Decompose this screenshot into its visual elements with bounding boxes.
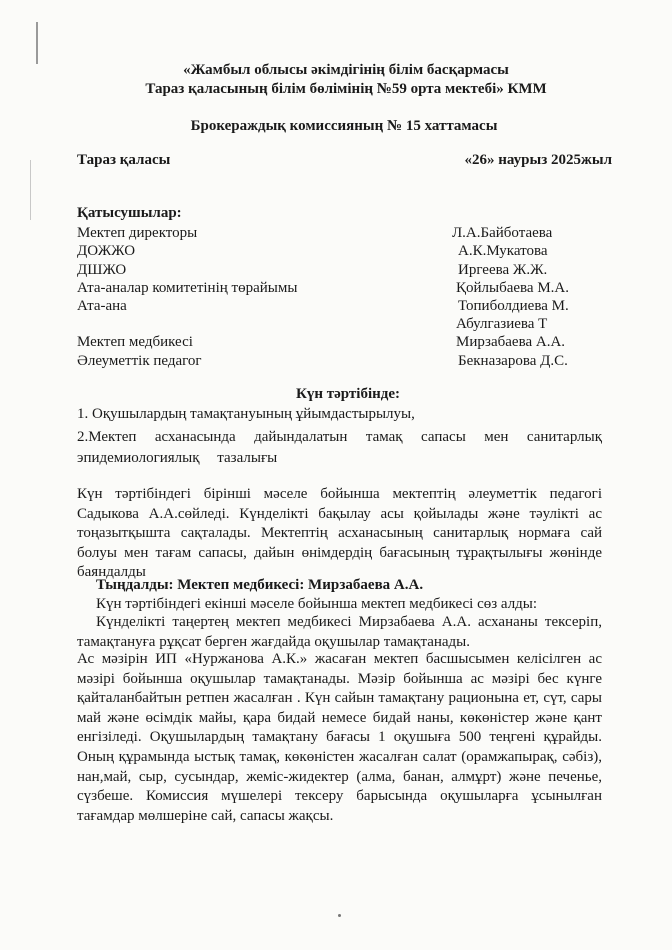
participant-role: ДШЖО (77, 262, 127, 278)
participant-name: Қойлыбаева М.А. (456, 280, 570, 296)
participant-row (77, 297, 597, 315)
paragraph-first-issue: Күн тәртібіндегі бірінші мәселе бойынша мектептің әлеуметтік педагогі Садыкова А.А.сөйледі. Күнделікті бақылау асы қойылады және тәулікті ас тоңазытқышта сақталады. Мектептің асханасының санитарлық нормаға сай болуы мен тағам сапасы, дайын өнімдердің бағасының тұрақтылығы жөнінде баяндалды (77, 486, 602, 581)
participant-role: Мектеп директоры (77, 225, 198, 241)
participant-role: Мектеп медбикесі (77, 334, 193, 350)
agenda-item-2: 2.Мектеп асханасында дайындалатын тамақ сапасы мен санитарлық эпидемиологиялық тазалығы (77, 429, 602, 466)
participants-heading: Қатысушылар: (77, 205, 182, 221)
participant-role: ДОЖЖО (77, 243, 136, 259)
protocol-title: Брокераждық комиссияның № 15 хаттамасы (190, 118, 498, 134)
scan-edge-mark (30, 160, 31, 220)
date-label: «26» наурыз 2025жыл (464, 152, 612, 168)
scan-edge-mark (36, 22, 38, 64)
participant-name: Топиболдиева М. (458, 298, 569, 314)
participant-row (77, 224, 597, 242)
participant-row (77, 242, 597, 260)
place-label: Тараз қаласы (77, 152, 171, 168)
participant-row (77, 261, 597, 279)
participant-name: Бекназарова Д.С. (458, 353, 568, 369)
agenda-title: Күн тәртібінде: (295, 386, 401, 402)
scan-speck (338, 914, 341, 917)
header-organization: «Жамбыл облысы әкімдігінің білім басқармасы (183, 62, 509, 78)
paragraph-menu: Ас мәзірін ИП «Нуржанова А.К.» жасаған мектеп басшысымен келісілген ас мәзірі бойынша оқушылар тамақтанады. Мәзір бойынша ас мәзірі бес күнге қайталанбайтын ретпен жасалған . Күн сайын тамақтану рационына ет, сүт, сары май және өсімдік майы, қара бидай немесе бидай наны, көкөністер және қант енгізіледі. Оқушылардың тамақтану бағасы 1 оқушыға 500 теңгені құрайды. Оның құрамында ыстық тамақ, көкөністен жасалған салат (орамжапырақ, сәбіз), нан,май, сыр, сусындар, жеміс-жидектер (алма, банан, алмұрт) және печенье, сүзбеше. Комиссия мүшелері тексеру барысында оқушыларға ұсынылған тағамдар мөлшеріне сай, сапасы жақсы. (77, 651, 602, 824)
paragraph-second-issue: Күн тәртібіндегі екінші мәселе бойынша мектеп медбикесі сөз алды: (96, 596, 538, 612)
participant-row (77, 352, 597, 370)
participant-row (77, 279, 597, 297)
participant-role: Ата-ана (77, 298, 127, 314)
listened-heading: Тыңдалды: Мектеп медбикесі: Мирзабаева А.А. (96, 577, 424, 593)
agenda-item-1: 1. Оқушылардың тамақтануының ұйымдастырылуы, (77, 406, 415, 422)
participant-role: Әлеуметтік педагог (77, 353, 202, 369)
paragraph-nurse-check: Күнделікті таңертең мектеп медбикесі Мирзабаева А.А. асхананы тексеріп, тамақтануға рұқсат берген жағдайда оқушылар тамақтанады. (77, 614, 602, 650)
participant-name: Л.А.Байботаева (452, 225, 553, 241)
participant-name: А.К.Мукатова (458, 243, 548, 259)
participant-name: Мирзабаева А.А. (456, 334, 566, 350)
header-school: Тараз қаласының білім бөлімінің №59 орта мектебі» КММ (145, 81, 547, 97)
participant-name: Иргеева Ж.Ж. (458, 262, 548, 278)
participant-row (77, 315, 597, 333)
participant-row (77, 333, 597, 351)
participant-name: Абулгазиева Т (456, 316, 548, 332)
participant-role: Ата-аналар комитетінің төрайымы (77, 280, 298, 296)
